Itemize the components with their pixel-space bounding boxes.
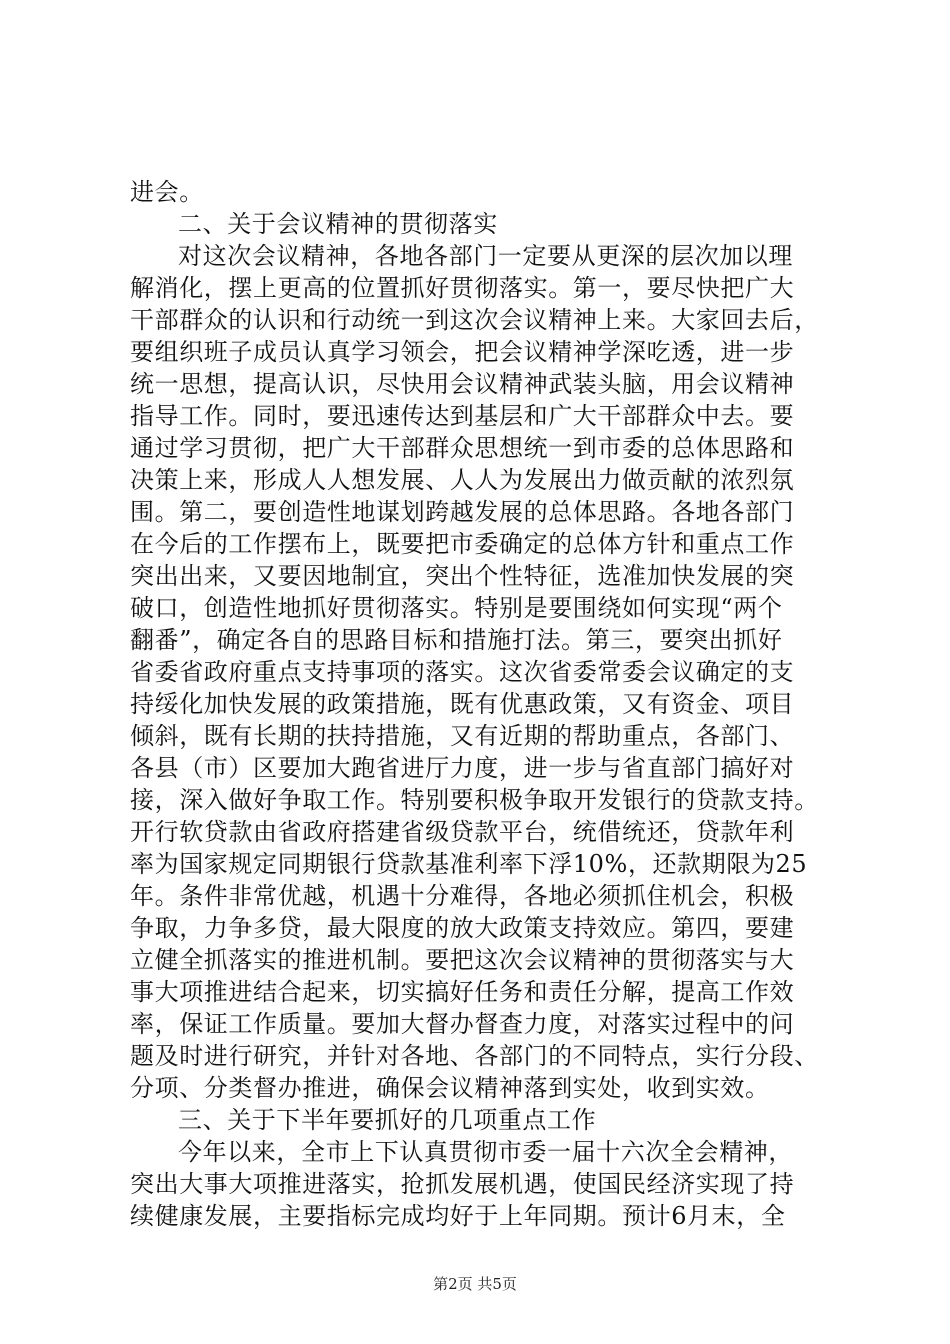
section-heading: 二、关于会议精神的贯彻落实 bbox=[178, 210, 498, 238]
text-line: 翻番”，确定各自的思路目标和措施打法。第三，要突出抓好 bbox=[130, 626, 783, 654]
text-line: 突出出来，又要因地制宜，突出个性特征，选准加快发展的突 bbox=[130, 562, 795, 590]
text-line: 干部群众的认识和行动统一到这次会议精神上来。大家回去后， bbox=[130, 306, 819, 334]
text-line: 倾斜，既有长期的扶持措施，又有近期的帮助重点，各部门、 bbox=[130, 722, 795, 750]
text-line: 开行软贷款由省政府搭建省级贷款平台，统借统还，贷款年利 bbox=[130, 818, 795, 846]
text-line: 破口，创造性地抓好贯彻落实。特别是要围绕如何实现“两个 bbox=[130, 594, 783, 622]
text-line: 率为国家规定同期银行贷款基准利率下浮10%，还款期限为25 bbox=[130, 850, 808, 878]
text-line: 统一思想，提高认识，尽快用会议精神武装头脑，用会议精神 bbox=[130, 370, 795, 398]
text-line: 解消化，摆上更高的位置抓好贯彻落实。第一，要尽快把广大 bbox=[130, 274, 795, 302]
text-line: 事大项推进结合起来，切实搞好任务和责任分解，提高工作效 bbox=[130, 978, 795, 1006]
text-line: 接，深入做好争取工作。特别要积极争取开发银行的贷款支持。 bbox=[130, 786, 819, 814]
text-line: 率，保证工作质量。要加大督办督查力度，对落实过程中的问 bbox=[130, 1010, 795, 1038]
text-line: 进会。 bbox=[130, 178, 204, 206]
text-line: 对这次会议精神，各地各部门一定要从更深的层次加以理 bbox=[178, 242, 793, 270]
text-line: 省委省政府重点支持事项的落实。这次省委常委会议确定的支 bbox=[130, 658, 795, 686]
text-line: 年。条件非常优越，机遇十分难得，各地必须抓住机会，积极 bbox=[130, 882, 795, 910]
page-number-footer: 第2页 共5页 bbox=[433, 1275, 517, 1293]
text-line: 突出大事大项推进落实，抢抓发展机遇，使国民经济实现了持 bbox=[130, 1170, 795, 1198]
text-line: 在今后的工作摆布上，既要把市委确定的总体方针和重点工作 bbox=[130, 530, 795, 558]
section-heading: 三、关于下半年要抓好的几项重点工作 bbox=[178, 1106, 597, 1134]
text-line: 题及时进行研究，并针对各地、各部门的不同特点，实行分段、 bbox=[130, 1042, 819, 1070]
text-line: 决策上来，形成人人想发展、人人为发展出力做贡献的浓烈氛 bbox=[130, 466, 795, 494]
text-line: 要组织班子成员认真学习领会，把会议精神学深吃透，进一步 bbox=[130, 338, 795, 366]
text-line: 通过学习贯彻，把广大干部群众思想统一到市委的总体思路和 bbox=[130, 434, 795, 462]
text-line: 围。第二，要创造性地谋划跨越发展的总体思路。各地各部门 bbox=[130, 498, 795, 526]
text-line: 今年以来，全市上下认真贯彻市委一届十六次全会精神， bbox=[178, 1138, 793, 1166]
text-line: 争取，力争多贷，最大限度的放大政策支持效应。第四，要建 bbox=[130, 914, 795, 942]
text-line: 各县（市）区要加大跑省进厅力度，进一步与省直部门搞好对 bbox=[130, 754, 795, 782]
text-line: 指导工作。同时，要迅速传达到基层和广大干部群众中去。要 bbox=[130, 402, 795, 430]
text-line: 续健康发展，主要指标完成均好于上年同期。预计6月末，全 bbox=[130, 1202, 786, 1230]
text-line: 立健全抓落实的推进机制。要把这次会议精神的贯彻落实与大 bbox=[130, 946, 795, 974]
text-line: 分项、分类督办推进，确保会议精神落到实处，收到实效。 bbox=[130, 1074, 770, 1102]
text-line: 持绥化加快发展的政策措施，既有优惠政策，又有资金、项目 bbox=[130, 690, 795, 718]
